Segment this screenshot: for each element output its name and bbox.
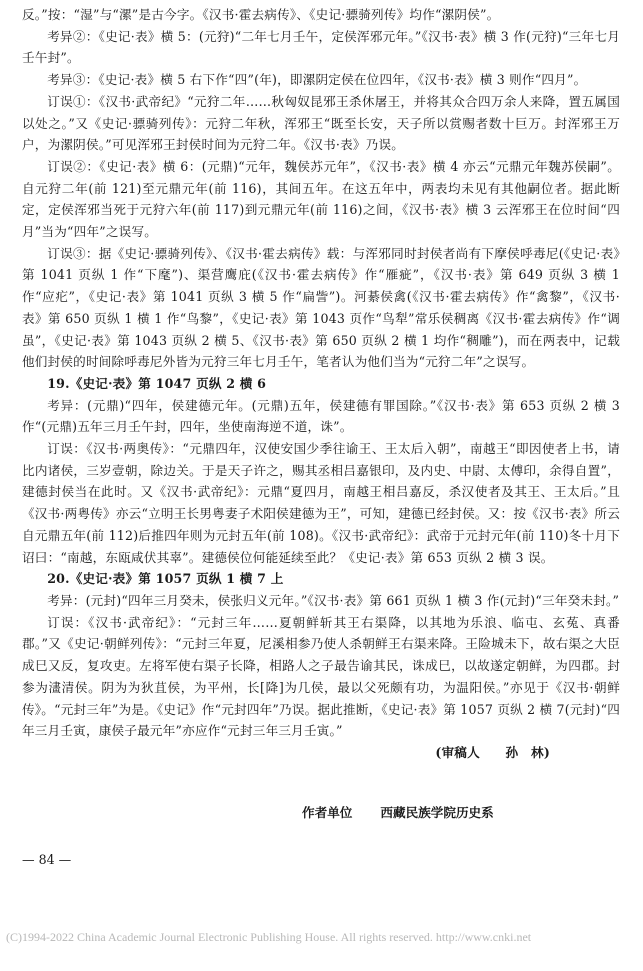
page-number: — 84 — xyxy=(22,852,72,867)
author-label: 作者单位 xyxy=(302,805,353,820)
paragraph: 考异：(元封)“四年三月癸未，侯张归义元年。”《汉书·表》第 661 页纵 1 横 3 作(元封)“三年癸未封。” xyxy=(47,592,620,608)
paragraph: 考异③：《史记·表》横 5 右下作“四”(年)，即漯阴定侯在位四年，《汉书·表》横 3 则作“四月”。 xyxy=(47,72,587,88)
author-affiliation xyxy=(302,802,622,821)
article-body xyxy=(22,4,620,764)
paragraph: 反。”按：“湿”与“漯”是古今字。《汉书·霍去病传》、《史记·骠骑列传》均作“漯阴侯”。 xyxy=(22,7,500,22)
paragraph: 考异：(元鼎)“四年，侯建德元年。(元鼎)五年，侯建德有罪国除。”《汉书·表》第 653 页纵 2 横 3 作“(元鼎)五年三月壬午封，四年，坐使南海逆不道，诛”。 xyxy=(22,397,620,435)
section-heading: 19.《史记·表》第 1047 页纵 2 横 6 xyxy=(47,375,267,391)
paragraph: 订误：《汉书·两奥传》：“元鼎四年，汉使安国少季往谕王、王太后入朝”，南越王“即因使者上书，请比内诸侯，三岁壹朝，除边关。于是天子许之，赐其丞相吕嘉银印，及内史、中尉、太傅印，余得自置”，建德封侯当在此时。又《汉书·武帝纪》：元鼎“夏四月，南越王相吕嘉反，杀汉使者及其王、王太后。”且《汉书·两粤传》亦云“立明王长男粤妻子术阳侯建德为王”，可知，建德已经封侯。又：按《汉书·表》所云自元鼎五年(前 112)后推四年则为元封五年(前 108)。《汉书·武帝纪》：武帝于元封元年(前 110)冬十月下诏曰：“南越，东瓯咸伏其辜”。建德侯位何能延续至此？《史记·表》第 653 页纵 2 横 3 误。 xyxy=(22,441,620,565)
copyright-footer: (C)1994-2022 China Academic Journal Electronic Publishing House. All rights reserved. http://www.cnki.net xyxy=(6,930,532,944)
section-heading: 20.《史记·表》第 1057 页纵 1 横 7 上 xyxy=(47,571,284,587)
paragraph: 考异②：《史记·表》横 5：(元狩)“二年七月壬午，定侯浑邪元年。”《汉书·表》横 3 作(元狩)“三年七月壬午封”。 xyxy=(22,28,620,66)
paragraph: 订误：《汉书·武帝纪》：“元封三年……夏朝鲜斩其王右渠降，以其地为乐浪、临屯、玄菟、真番郡。”又《史记·朝鲜列传》：“元封三年夏，尼溪相参乃使人杀朝鲜王右渠来降。王险城未下，故右渠之大臣成巳又反，复攻吏。左将军使右渠子长降，相路人之子最告谕其民，诛成巳，以故遂定朝鲜，为四郡。封参为澅清侯。阴为为狄苴侯，为平州，长[降]为几侯，最以父死颇有功，为温阳侯。”亦见于《汉书·朝鲜传》。“元封三年”为是。《史记》作“元封四年”乃误。据此推断，《史记·表》第 1057 页纵 2 横 7(元封)“四年三月壬寅，康侯子最元年”亦应作“元封三年三月壬寅。” xyxy=(22,614,620,739)
paragraph: 订误③：据《史记·骠骑列传》、《汉书·霍去病传》载：与浑邪同时封侯者尚有下摩侯呼毒尼(《史记·表》第 1041 页纵 1 作“下麾”)、渠营鹰庇(《汉书·霍去病传》作“雁疵”，《汉书·表》第 649 页纵 3 横 1 作“应疕”，《史记·表》第 1041 页纵 3 横 5 作“扁訾”)。河綦侯禽(《汉书·霍去病传》作“禽黎”，《汉书·表》第 650 页纵 1 横 1 作“鸟黎”，《史记·表》第 1043 页作“鸟犁”常乐侯稠离《汉书·霍去病传》作“调虽”，《史记·表》第 1043 页纵 2 横 5、《汉书·表》第 650 页纵 2 横 1 均作“稠雕”)，而在两表中，记载他们封侯的时间除呼毒尼外皆为元狩三年七月壬午，笔者认为他们当为“元狩二年”之误写。 xyxy=(22,245,620,370)
paragraph: 订误②：《史记·表》横 6：(元鼎)“元年，魏侯苏元年”，《汉书·表》横 4 亦云“元鼎元年魏苏侯嗣”。自元狩二年(前 121)至元鼎元年(前 116)，其间五年。在这五年中，两表均未见有其他嗣位者。据此断定，定侯浑邪当死于元狩六年(前 117)到元鼎元年(前 116)之间，《汉书·表》横 3 云浑邪王在位时间“四月”当为“四年”之误写。 xyxy=(22,158,620,240)
author-institution: 西藏民族学院历史系 xyxy=(380,805,494,820)
paragraph: 订误①：《汉书·武帝纪》“元狩二年……秋匈奴昆邪王杀休屠王，并将其众合四万余人来降，置五属国以处之。”又《史记·骠骑列传》：元狩二年秋，浑邪王“既至长安，天子所以赏赐者数十巨万。封浑邪王万户，为漯阴侯。”可见浑邪王封侯时间为元狩二年。《汉书·表》乃误。 xyxy=(22,93,620,153)
reviewer-note: (审稿人 孙 林) xyxy=(435,744,550,760)
